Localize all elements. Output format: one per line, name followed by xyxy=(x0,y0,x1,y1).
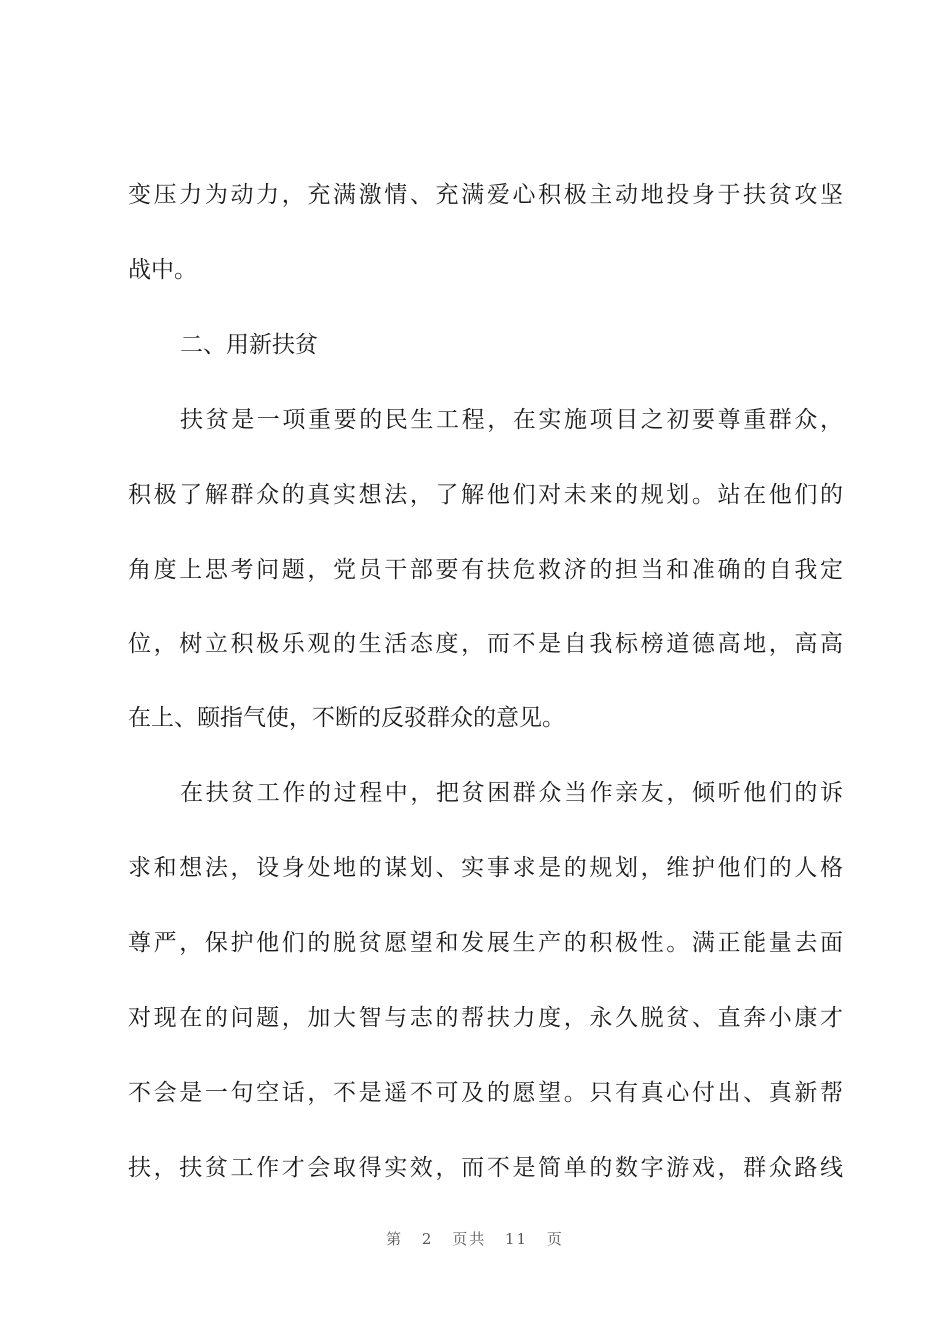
footer-total-pages: 11 xyxy=(505,1230,529,1248)
footer-page-number: 2 xyxy=(421,1230,434,1248)
footer-middle: 页共 xyxy=(452,1230,487,1248)
body-line: 不会是一句空话，不是遥不可及的愿望。只有真心付出、真新帮 xyxy=(128,1080,843,1106)
body-line: 角度上思考问题，党员干部要有扶危救济的担当和准确的自我定 xyxy=(128,557,843,583)
body-line: 扶贫是一项重要的民生工程，在实施项目之初要尊重群众， xyxy=(180,407,843,433)
footer-suffix: 页 xyxy=(546,1230,564,1248)
footer-prefix: 第 xyxy=(386,1230,404,1248)
body-line: 求和想法，设身处地的谋划、实事求是的规划，维护他们的人格 xyxy=(128,855,843,881)
section-heading: 二、用新扶贫 xyxy=(180,332,318,358)
body-line: 积极了解群众的真实想法，了解他们对未来的规划。站在他们的 xyxy=(128,482,843,508)
body-line: 在扶贫工作的过程中，把贫困群众当作亲友，倾听他们的诉 xyxy=(180,780,843,806)
body-line: 在上、颐指气使，不断的反驳群众的意见。 xyxy=(128,705,565,731)
body-line: 位，树立积极乐观的生活态度，而不是自我标榜道德高地，高高 xyxy=(128,631,843,657)
body-line: 变压力为动力，充满激情、充满爱心积极主动地投身于扶贫攻坚 xyxy=(128,182,843,208)
page-footer xyxy=(0,1228,950,1249)
body-line: 扶，扶贫工作才会取得实效，而不是简单的数字游戏，群众路线 xyxy=(128,1155,843,1181)
body-line: 战中。 xyxy=(128,257,197,283)
body-line: 对现在的问题，加大智与志的帮扶力度，永久脱贫、直奔小康才 xyxy=(128,1005,843,1031)
body-line: 尊严，保护他们的脱贫愿望和发展生产的积极性。满正能量去面 xyxy=(128,930,843,956)
